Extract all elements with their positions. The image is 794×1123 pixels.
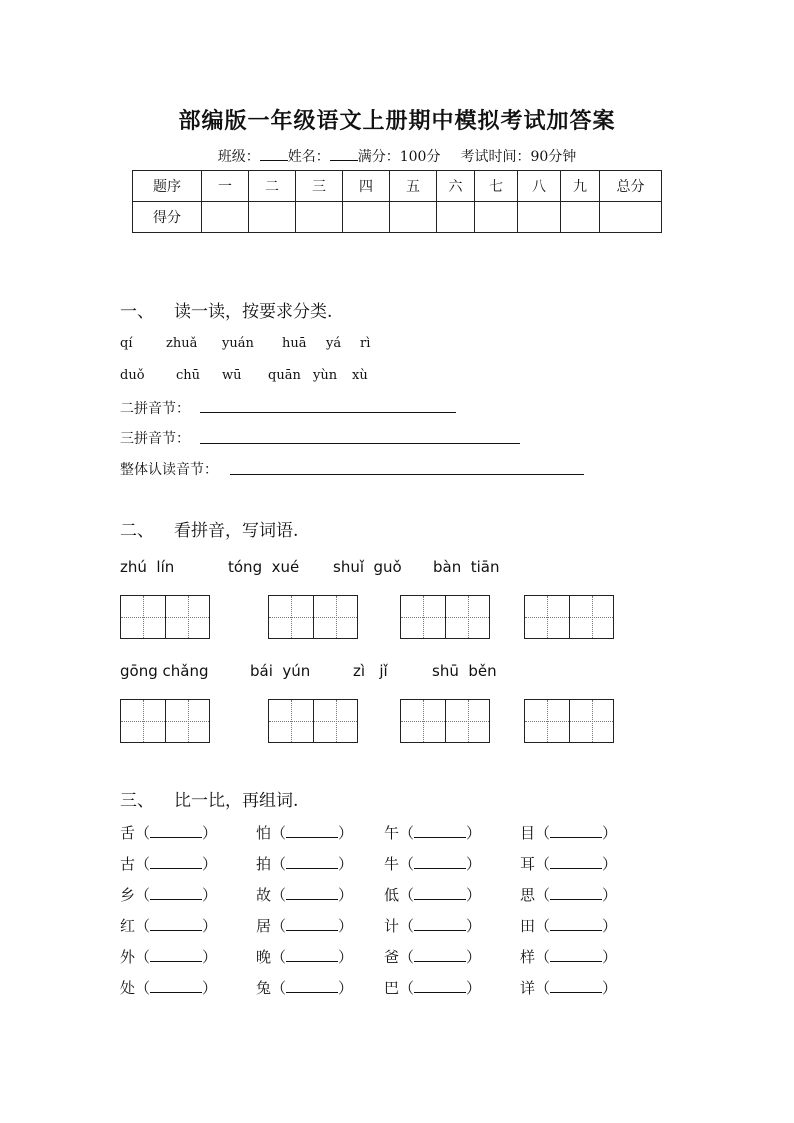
score-cell[interactable] [475,202,518,233]
open-paren: （ [135,917,151,935]
word-answer-blank[interactable] [286,980,338,993]
pinyin-item: qí [120,336,133,351]
open-paren: （ [399,948,415,966]
word-pinyin: bàn tiān [433,558,500,576]
section3-title: 比一比，再组词. [174,791,299,811]
pinyin-item: rì [360,336,371,351]
writing-grid[interactable] [268,595,358,639]
word-answer-blank[interactable] [550,825,602,838]
word-answer-blank[interactable] [550,856,602,869]
compare-char: 计 [384,917,400,935]
open-paren: （ [399,886,415,904]
score-header-cell: 七 [475,171,518,202]
compare-char: 乡 [120,886,136,904]
compare-char: 居 [256,917,272,935]
score-row-label: 得分 [133,202,202,233]
three-syllable-answer-line[interactable] [200,443,520,444]
close-paren: ） [202,979,218,997]
pinyin-item: yùn [313,368,338,383]
word-answer-blank[interactable] [414,825,466,838]
exam-time: 考试时间：90分钟 [460,149,577,165]
compare-item [256,853,353,874]
score-header-cell: 八 [518,171,561,202]
compare-char: 处 [120,979,136,997]
pinyin-item: huā [282,336,307,351]
compare-item [384,977,481,998]
score-cell[interactable] [296,202,343,233]
name-blank[interactable] [330,148,358,161]
word-pinyin: shū běn [432,662,497,680]
section1-heading [120,297,332,322]
compare-item [120,822,217,843]
score-header-cell: 题序 [133,171,202,202]
open-paren: （ [399,979,415,997]
compare-char: 详 [520,979,536,997]
compare-char: 巴 [384,979,400,997]
compare-char: 故 [256,886,272,904]
pinyin-item: duǒ [120,368,145,383]
word-answer-blank[interactable] [150,949,202,962]
class-blank[interactable] [260,148,288,161]
compare-item [520,822,617,843]
compare-item [520,915,617,936]
compare-item [120,853,217,874]
section3-number: 三、 [120,791,154,811]
compare-char: 午 [384,824,400,842]
compare-char: 爸 [384,948,400,966]
close-paren: ） [602,824,618,842]
compare-item [256,884,353,905]
compare-item [384,822,481,843]
pinyin-item: yá [326,336,342,351]
open-paren: （ [271,824,287,842]
word-pinyin: tóng xué [228,558,300,576]
word-answer-blank[interactable] [414,918,466,931]
score-header-row [133,171,662,202]
score-cell[interactable] [561,202,600,233]
compare-item [120,977,217,998]
section2-heading [120,516,298,541]
pinyin-item: zhuǎ [166,336,198,351]
word-answer-blank[interactable] [150,856,202,869]
word-answer-blank[interactable] [550,980,602,993]
compare-char: 牛 [384,855,400,873]
close-paren: ） [602,886,618,904]
open-paren: （ [535,855,551,873]
compare-item [520,977,617,998]
score-header-cell: 六 [437,171,475,202]
writing-grid[interactable] [400,699,490,743]
compare-item [384,915,481,936]
two-syllable-label: 二拼音节： [120,401,190,417]
compare-item [256,946,353,967]
close-paren: ） [338,948,354,966]
compare-item [256,977,353,998]
compare-char: 外 [120,948,136,966]
compare-item [256,915,353,936]
word-answer-blank[interactable] [286,856,338,869]
writing-grid[interactable] [120,595,210,639]
pinyin-item: yuán [222,336,254,351]
name-label: 姓名： [287,149,330,165]
close-paren: ） [602,979,618,997]
class-label: 班级： [217,149,260,165]
compare-char: 兔 [256,979,272,997]
close-paren: ） [338,979,354,997]
score-cell[interactable] [343,202,390,233]
compare-char: 目 [520,824,536,842]
close-paren: ） [202,917,218,935]
open-paren: （ [399,824,415,842]
word-answer-blank[interactable] [150,887,202,900]
open-paren: （ [535,886,551,904]
close-paren: ） [338,917,354,935]
compare-char: 样 [520,948,536,966]
exam-info [0,146,794,166]
open-paren: （ [135,979,151,997]
word-answer-blank[interactable] [414,949,466,962]
close-paren: ） [338,886,354,904]
writing-grid[interactable] [524,699,614,743]
compare-char: 红 [120,917,136,935]
word-answer-blank[interactable] [286,918,338,931]
word-pinyin: shuǐ guǒ [333,558,402,576]
open-paren: （ [271,979,287,997]
open-paren: （ [271,855,287,873]
word-pinyin: bái yún [250,662,311,680]
whole-syllable-answer-line[interactable] [230,474,584,475]
compare-char: 古 [120,855,136,873]
full-score: 满分：100分 [357,149,441,165]
word-answer-blank[interactable] [286,887,338,900]
section2-number: 二、 [120,521,154,541]
close-paren: ） [466,917,482,935]
pinyin-item: wū [222,368,242,383]
open-paren: （ [535,979,551,997]
close-paren: ） [202,948,218,966]
compare-item [520,853,617,874]
writing-grid[interactable] [268,699,358,743]
writing-grid[interactable] [400,595,490,639]
close-paren: ） [338,824,354,842]
score-header-cell: 二 [249,171,296,202]
close-paren: ） [338,855,354,873]
open-paren: （ [535,917,551,935]
compare-item [120,946,217,967]
compare-item [256,822,353,843]
score-table [132,170,662,233]
open-paren: （ [135,886,151,904]
close-paren: ） [202,855,218,873]
score-header-cell: 四 [343,171,390,202]
close-paren: ） [466,948,482,966]
compare-item [120,884,217,905]
close-paren: ） [466,886,482,904]
writing-grid[interactable] [120,699,210,743]
compare-char: 思 [520,886,536,904]
pinyin-item: chū [176,368,201,383]
close-paren: ） [202,886,218,904]
compare-item [384,853,481,874]
word-pinyin: zhú lín [120,558,175,576]
word-answer-blank[interactable] [150,918,202,931]
pinyin-item: quān [268,368,301,383]
open-paren: （ [535,824,551,842]
writing-grid[interactable] [524,595,614,639]
section3-heading [120,786,298,811]
score-header-cell: 总分 [600,171,662,202]
word-answer-blank[interactable] [414,980,466,993]
close-paren: ） [466,979,482,997]
compare-item [520,946,617,967]
score-cell[interactable] [202,202,249,233]
word-answer-blank[interactable] [414,856,466,869]
score-header-cell: 九 [561,171,600,202]
open-paren: （ [271,917,287,935]
word-answer-blank[interactable] [550,949,602,962]
section1-number: 一、 [120,302,154,322]
score-cell[interactable] [390,202,437,233]
score-cell[interactable] [437,202,475,233]
compare-char: 晚 [256,948,272,966]
open-paren: （ [135,824,151,842]
score-header-cell: 一 [202,171,249,202]
section1-title: 读一读，按要求分类. [174,302,333,322]
word-answer-blank[interactable] [150,980,202,993]
compare-item [520,884,617,905]
open-paren: （ [135,948,151,966]
compare-char: 田 [520,917,536,935]
open-paren: （ [399,917,415,935]
compare-item [384,946,481,967]
open-paren: （ [271,948,287,966]
word-answer-blank[interactable] [414,887,466,900]
whole-syllable-label: 整体认读音节： [120,462,218,478]
word-answer-blank[interactable] [286,825,338,838]
word-pinyin: gōng chǎng [120,662,209,680]
score-row [133,202,662,233]
score-cell[interactable] [518,202,561,233]
word-answer-blank[interactable] [150,825,202,838]
close-paren: ） [602,855,618,873]
open-paren: （ [399,855,415,873]
score-cell[interactable] [600,202,662,233]
word-answer-blank[interactable] [286,949,338,962]
score-header-cell: 三 [296,171,343,202]
pinyin-item: xù [352,368,368,383]
compare-char: 耳 [520,855,536,873]
compare-char: 怕 [256,824,272,842]
score-cell[interactable] [249,202,296,233]
word-answer-blank[interactable] [550,918,602,931]
score-header-cell: 五 [390,171,437,202]
three-syllable-label: 三拼音节： [120,431,190,447]
close-paren: ） [466,824,482,842]
open-paren: （ [271,886,287,904]
compare-char: 拍 [256,855,272,873]
compare-item [384,884,481,905]
section2-title: 看拼音，写词语. [174,521,299,541]
page-title: 部编版一年级语文上册期中模拟考试加答案 [178,108,616,134]
compare-item [120,915,217,936]
compare-char: 舌 [120,824,136,842]
compare-char: 低 [384,886,400,904]
close-paren: ） [466,855,482,873]
word-answer-blank[interactable] [550,887,602,900]
two-syllable-answer-line[interactable] [200,412,456,413]
close-paren: ） [602,917,618,935]
close-paren: ） [202,824,218,842]
open-paren: （ [535,948,551,966]
close-paren: ） [602,948,618,966]
open-paren: （ [135,855,151,873]
word-pinyin: zì jǐ [353,662,388,680]
